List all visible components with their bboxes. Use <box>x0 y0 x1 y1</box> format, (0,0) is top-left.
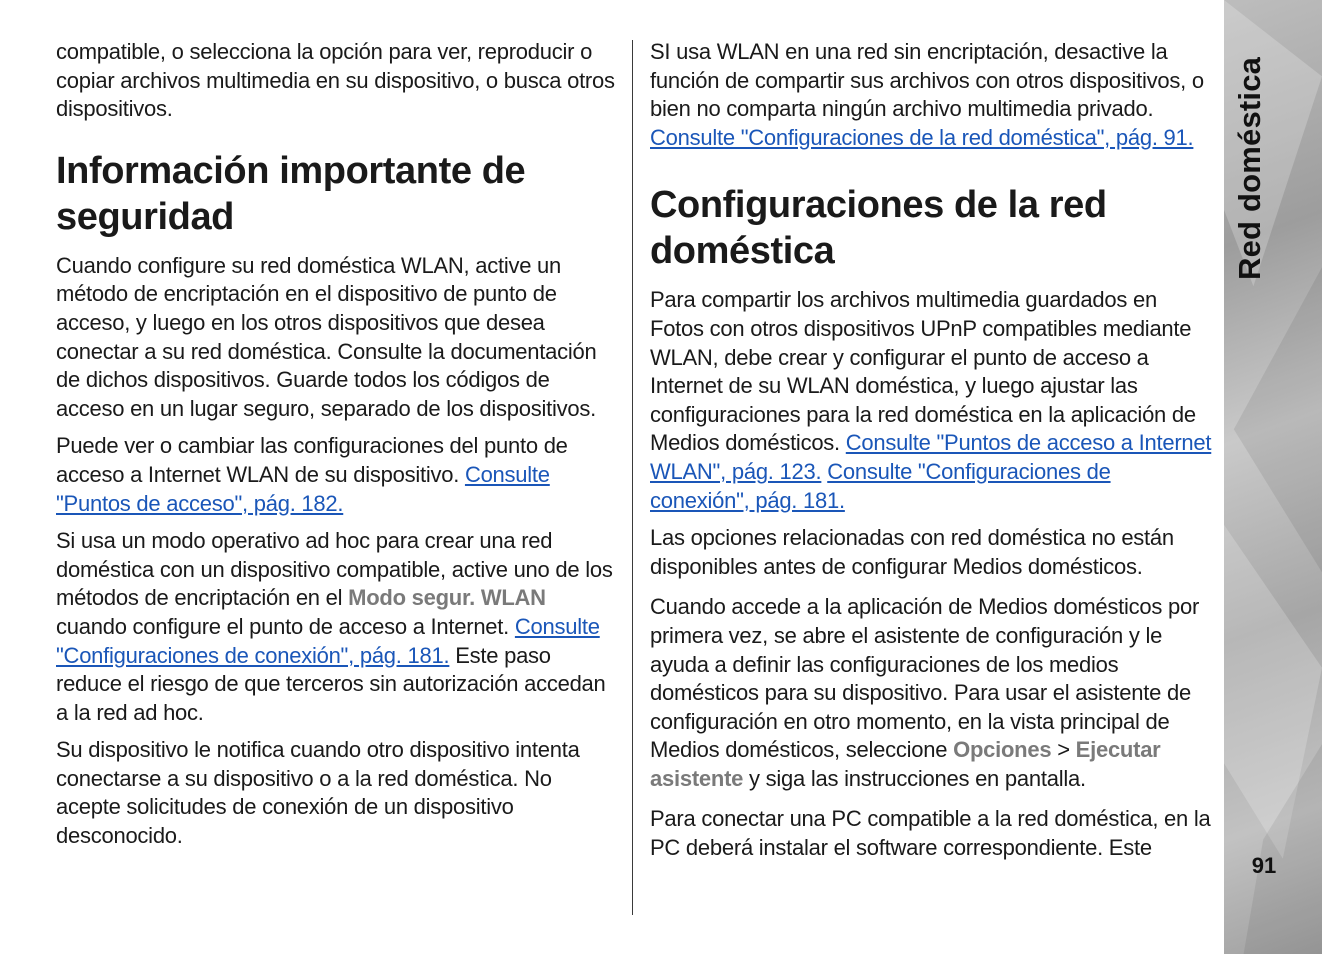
access-point-text: Puede ver o cambiar las configuraciones del punto de acceso a Internet WLAN de su dispositivo. <box>56 433 568 487</box>
home-network-settings-link[interactable]: Consulte "Configuraciones de la red doméstica", pág. 91. <box>650 124 1194 150</box>
connection-settings-link-2[interactable]: Consulte "Configuraciones de conexión", pág. 181. <box>650 458 1111 513</box>
encryption-paragraph: Cuando configure su red doméstica WLAN, active un método de encriptación en el dispositivo de punto de acceso, y luego en los otros dispositivos que desea conectar a su red doméstica. Consulte la documentación de dichos dispositivos. Guarde todos los códigos de acceso en un lugar seguro, separado de los dispositivos. <box>56 252 597 421</box>
sharing-paragraph <box>650 286 1212 515</box>
options-availability-paragraph: Las opciones relacionadas con red doméstica no están disponibles antes de configurar Medios domésticos. <box>650 525 1174 579</box>
pc-connection-paragraph: Para conectar una PC compatible a la red doméstica, en la PC deberá instalar el software correspondiente. Este <box>650 806 1211 861</box>
wizard-text-b: y siga las instrucciones en pantalla. <box>743 765 1086 791</box>
security-heading: Información importante de seguridad <box>56 149 526 238</box>
chapter-title: Red doméstica <box>1232 56 1267 280</box>
sharing-text: Para compartir los archivos multimedia guardados en Fotos con otros dispositivos UPnP compatibles mediante WLAN, debe crear y configurar el punto de acceso a Internet de su WLAN doméstica, y luego ajustar las configuraciones para la red doméstica en la aplicación de Medios domésticos. <box>650 287 1196 456</box>
adhoc-text-a: Si usa un modo operativo ad hoc para crear una red doméstica con un dispositivo compatible, active uno de los métodos de encriptación en el <box>56 528 613 611</box>
unencrypted-text: SI usa WLAN en una red sin encriptación, desactive la función de compartir sus archivos con otros dispositivos, o bien no comparta ningún archivo multimedia privado. <box>650 39 1204 122</box>
wizard-paragraph <box>650 593 1212 793</box>
wizard-text-a: Cuando accede a la aplicación de Medios domésticos por primera vez, se abre el asistente de configuración y le ayuda a definir las configuraciones de los medios domésticos para su dispositivo. Para usar el asistente de configuración en otro momento, en la vista principal de Medios domésticos, seleccione <box>650 594 1200 763</box>
adhoc-text-b: cuando configure el punto de acceso a Internet. <box>56 613 515 639</box>
column-divider <box>632 40 633 915</box>
access-point-paragraph <box>56 432 618 518</box>
options-menu-label: Opciones <box>953 737 1052 763</box>
menu-separator: > <box>1051 737 1076 763</box>
wlan-access-points-link[interactable]: Consulte "Puntos de acceso a Internet WLAN", pág. 123. <box>650 430 1212 484</box>
wlan-security-mode-option: Modo segur. WLAN <box>348 585 546 611</box>
adhoc-paragraph <box>56 527 618 727</box>
adhoc-text-c: Este paso reduce el riesgo de que terceros sin autorización accedan a la red ad hoc. <box>56 642 606 725</box>
run-wizard-menu-label: Ejecutar asistente <box>650 737 1161 791</box>
intro-paragraph: compatible, o selecciona la opción para ver, reproducir o copiar archivos multimedia en su dispositivo, o busca otros dispositivos. <box>56 39 615 122</box>
unencrypted-paragraph <box>650 38 1212 152</box>
page-number: 91 <box>1251 853 1277 878</box>
access-points-link[interactable]: Consulte "Puntos de acceso", pág. 182. <box>56 461 550 516</box>
right-column <box>650 38 1212 872</box>
connection-settings-link[interactable]: Consulte "Configuraciones de conexión", pág. 181. <box>56 613 600 668</box>
home-network-settings-heading: Configuraciones de la red doméstica <box>650 184 1107 273</box>
left-column <box>56 38 618 860</box>
notification-paragraph: Su dispositivo le notifica cuando otro dispositivo intenta conectarse a su dispositivo o a la red doméstica. No acepte solicitudes de conexión de un dispositivo desconocido. <box>56 737 580 849</box>
